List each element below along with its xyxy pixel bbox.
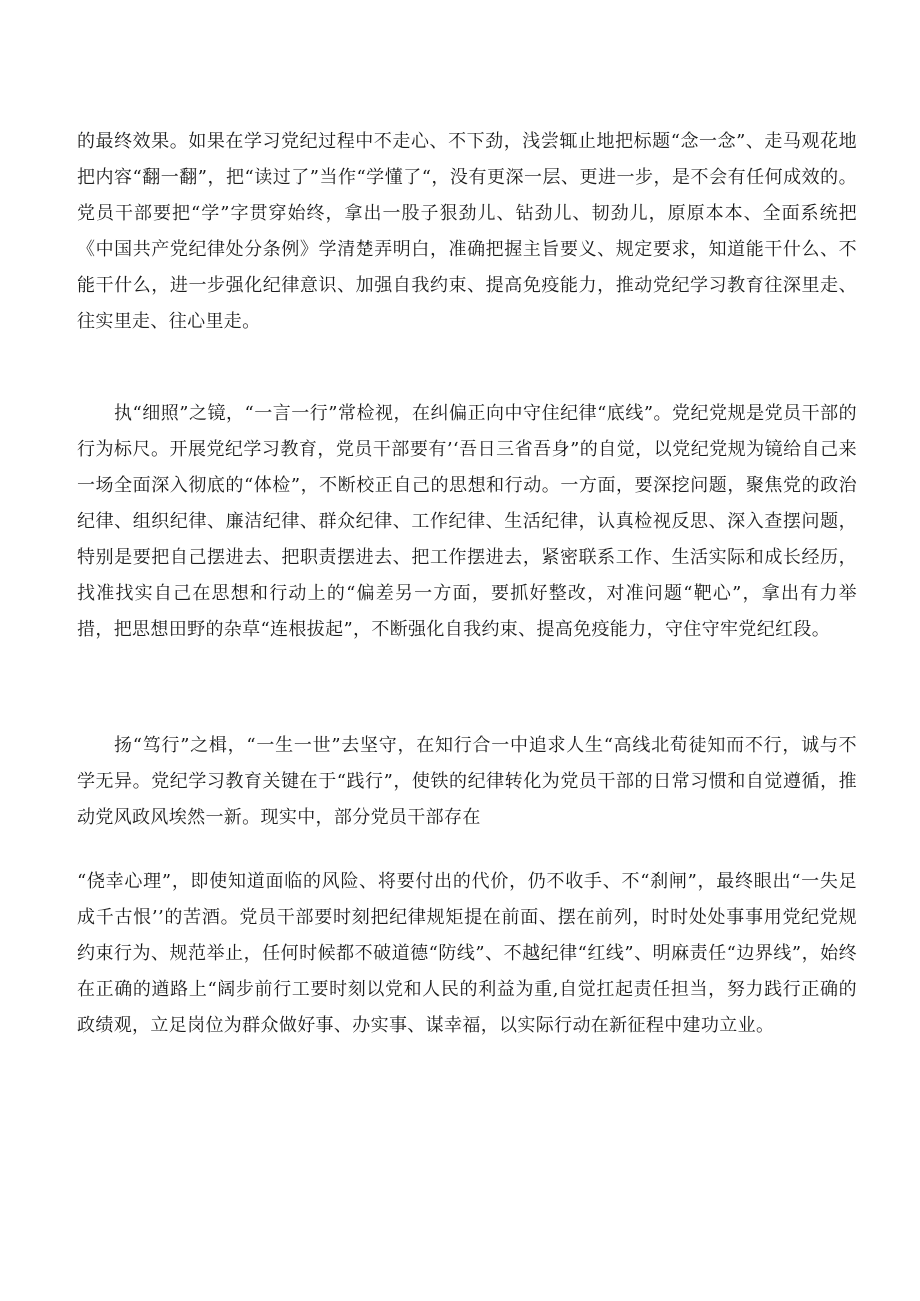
- paragraph-3: 扬“笃行”之楫，“一生一世”去坚守，在知行合一中追求人生“高线北荀徒知而不行，诚与不学无异。党纪学习教育关键在于“践行”，使铁的纪律转化为党员干部的日常习惯和自觉遵循，推动党风政风埃然一新。现实中，部分党员干部存在: [77, 735, 857, 828]
- paragraph-4: “侥幸心理”，即使知道面临的风险、将要付出的代价，仍不收手、不“刹闸”，最终眼出“一失足成千古恨’’的苦酒。党员干部要时刻把纪律规矩提在前面、摆在前列，时时处处事事用党纪党规约束行为、规范举止，任何时候都不破道德“防线”、不越纪律“红线”、明麻责任“边界线”，始终在正确的遒路上“阔步前行工要时刻以党和人民的利益为重,自觉扛起责任担当，努力践行正确的政绩观，立足岗位为群众做好事、办实事、谋幸福，以实际行动在新征程中建功立业。: [77, 871, 857, 1036]
- paragraph-1: 的最终效果。如果在学习党纪过程中不走心、不下劲，浅尝辄止地把标题“念一念”、走马观花地把内容“翻一翻”，把“读过了”当作“学懂了“，没有更深一层、更进一步，是不会有任何成效的。党员干部要把“学”字贯穿始终，拿出一股子狠劲儿、钻劲儿、韧劲儿，原原本本、全面系统把《中国共产党纪律处分条例》学清楚弄明白，准确把握主旨要义、规定要求，知道能干什么、不能干什么，进一步强化纪律意识、加强自我约束、提高免疫能力，推动党纪学习教育往深里走、往实里走、往心里走。: [77, 131, 857, 332]
- paragraph-2: 执“细照”之镜，“一言一行”常检视，在纠偏正向中守住纪律“底线”。党纪党规是党员干部的行为标尺。开展党纪学习教育，党员干部要有’‘吾日三省吾身”的自觉，以党纪党规为镜给自己来一场全面深入彻底的“体检”，不断校正自己的思想和行动。一方面，要深挖问题，聚焦党的政治纪律、组织纪律、廉洁纪律、群众纪律、工作纪律、生活纪律，认真检视反思、深入查摆问题，特别是要把自己摆进去、把职责摆进去、把工作摆进去，紧密联系工作、生活实际和成长经历，找准找实自己在思想和行动上的“偏差另一方面，要抓好整改，对准问题“靶心”，拿出有力举措，把思想田野的杂草“连根拔起”，不断强化自我约束、提高免疫能力，守住守牢党纪红段。: [77, 403, 857, 640]
